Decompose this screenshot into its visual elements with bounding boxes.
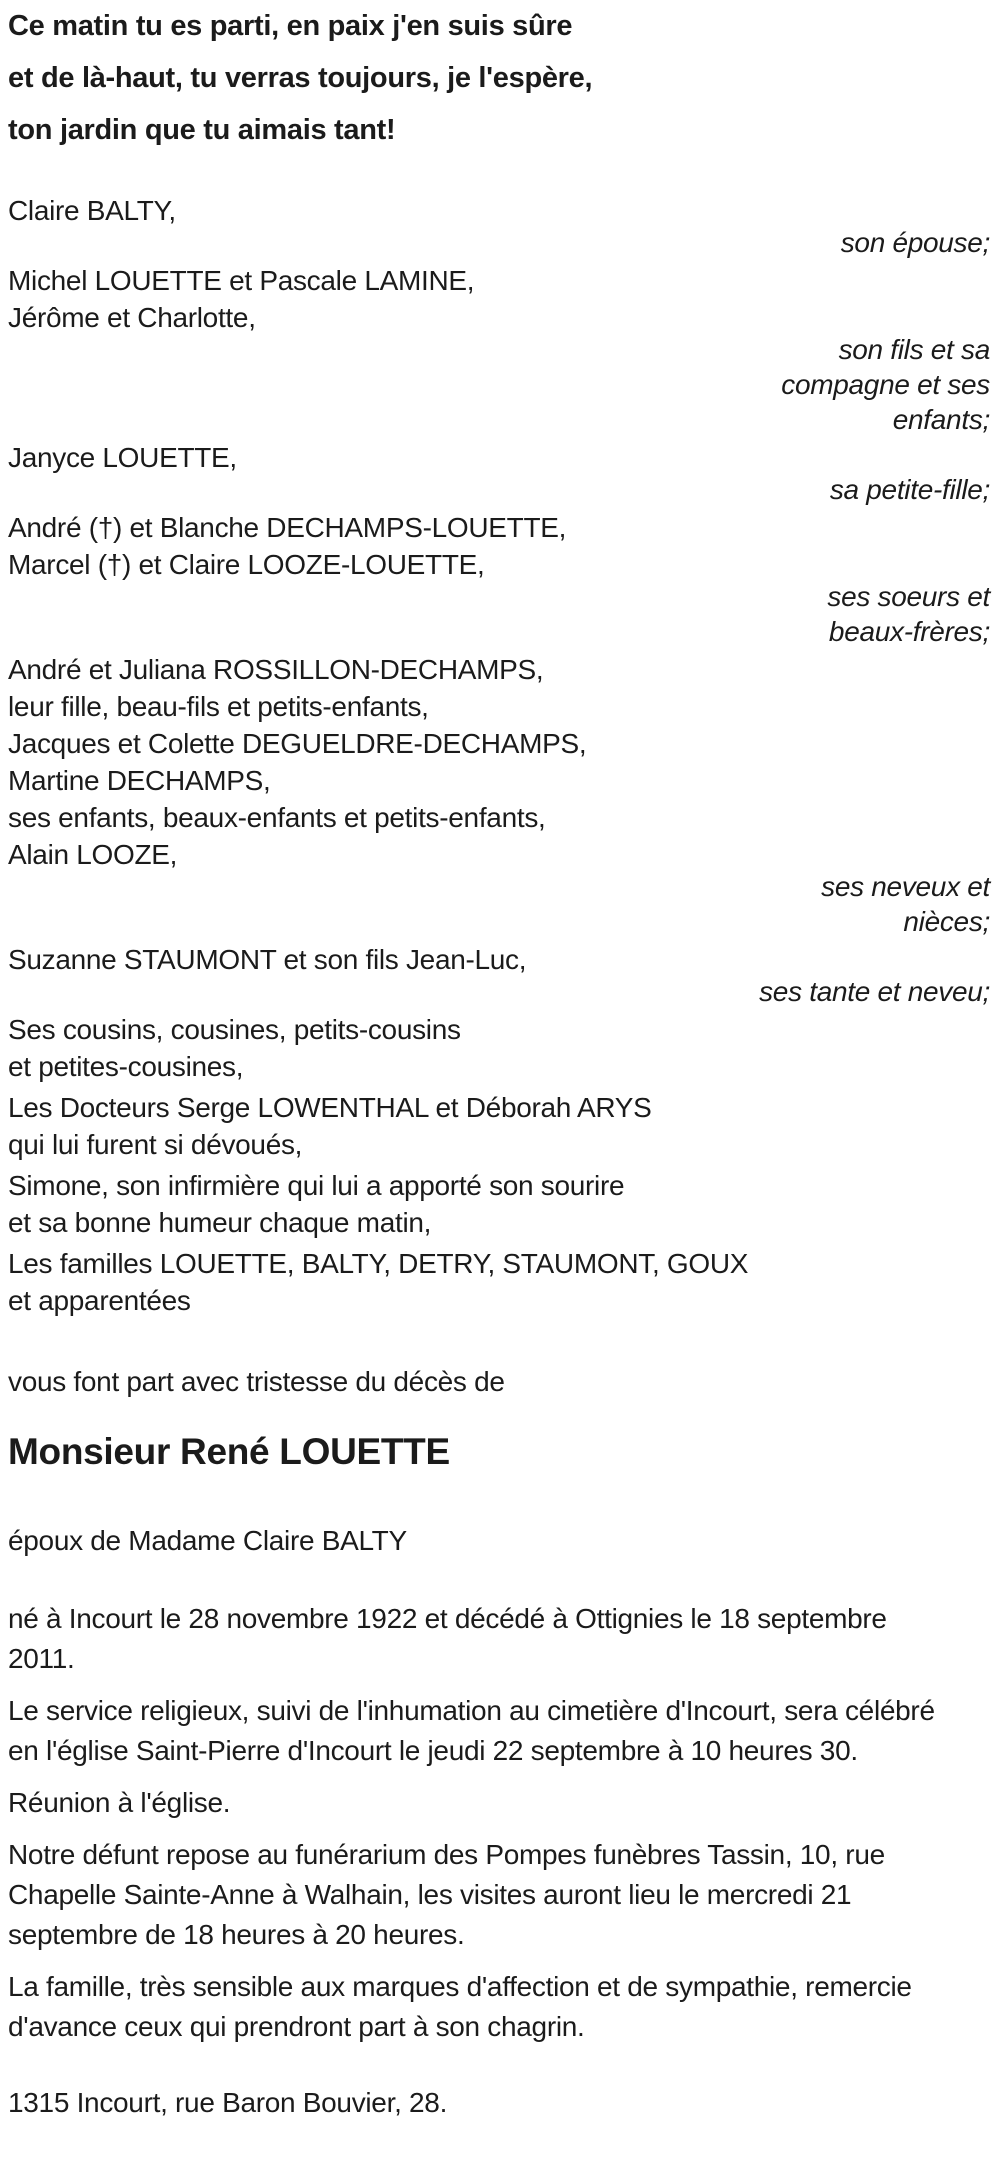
relation-lines: [8, 974, 990, 1009]
relation-line: ses neveux et: [821, 871, 990, 902]
name-lines: [8, 941, 990, 978]
poem-line: et de là-haut, tu verras toujours, je l'espère,: [8, 62, 593, 94]
relation-line: beaux-frères;: [828, 616, 990, 647]
poem-line: Ce matin tu es parti, en paix j'en suis sûre: [8, 10, 573, 42]
name-line: André (†) et Blanche DECHAMPS-LOUETTE,: [8, 512, 567, 543]
name-line: ses enfants, beaux-enfants et petits-enfants,: [8, 802, 546, 833]
relation-line: nièces;: [903, 906, 990, 937]
name-line: Michel LOUETTE et Pascale LAMINE,: [8, 265, 475, 296]
family-entry: [8, 941, 990, 1009]
name-lines: [8, 1245, 990, 1319]
name-line: Simone, son infirmière qui lui a apporté son sourire: [8, 1170, 625, 1201]
ceremony-details: [8, 1599, 990, 2123]
relation-lines: [8, 332, 990, 437]
name-line: Ses cousins, cousines, petits-cousins: [8, 1014, 461, 1045]
name-line: et petites-cousines,: [8, 1051, 244, 1082]
detail-paragraph: Réunion à l'église.: [8, 1787, 231, 1818]
deceased-name: Monsieur René LOUETTE: [8, 1431, 450, 1472]
name-line: Suzanne STAUMONT et son fils Jean-Luc,: [8, 944, 527, 975]
name-lines: [8, 262, 990, 336]
family-entry: [8, 1011, 990, 1085]
poem-line: ton jardin que tu aimais tant!: [8, 114, 396, 146]
address-line: 1315 Incourt, rue Baron Bouvier, 28.: [8, 2087, 448, 2118]
family-entry: [8, 192, 990, 260]
relation-line: ses soeurs et: [827, 581, 990, 612]
family-entry: [8, 1245, 990, 1319]
relation-line: enfants;: [892, 404, 990, 435]
poem: [8, 0, 990, 156]
family-entry: [8, 509, 990, 649]
name-lines: [8, 1011, 990, 1085]
family-list: [8, 192, 990, 1319]
family-entry: [8, 262, 990, 437]
detail-paragraph: Notre défunt repose au funérarium des Pompes funèbres Tassin, 10, rue Chapelle Sainte-Anne à Walhain, les visites auront lieu le mercredi 21 septembre de 18 heures à 20 heures.: [8, 1839, 885, 1950]
name-lines: [8, 1167, 990, 1241]
name-line: Claire BALTY,: [8, 195, 176, 226]
relation-line: son fils et sa: [838, 334, 990, 365]
relation-lines: [8, 579, 990, 649]
name-line: Les familles LOUETTE, BALTY, DETRY, STAUMONT, GOUX: [8, 1248, 749, 1279]
name-lines: [8, 192, 990, 229]
spouse-line: époux de Madame Claire BALTY: [8, 1525, 407, 1556]
family-entry: [8, 1089, 990, 1163]
name-line: et apparentées: [8, 1285, 191, 1316]
name-line: qui lui furent si dévoués,: [8, 1129, 303, 1160]
detail-paragraph: né à Incourt le 28 novembre 1922 et décédé à Ottignies le 18 septembre 2011.: [8, 1603, 887, 1674]
relation-line: son épouse;: [840, 227, 990, 258]
family-entry: [8, 651, 990, 939]
name-line: Jacques et Colette DEGUELDRE-DECHAMPS,: [8, 728, 587, 759]
name-lines: [8, 651, 990, 873]
relation-line: sa petite-fille;: [829, 474, 990, 505]
name-line: André et Juliana ROSSILLON-DECHAMPS,: [8, 654, 544, 685]
name-line: et sa bonne humeur chaque matin,: [8, 1207, 432, 1238]
name-line: leur fille, beau-fils et petits-enfants,: [8, 691, 429, 722]
family-entry: [8, 439, 990, 507]
name-line: Marcel (†) et Claire LOOZE-LOUETTE,: [8, 549, 485, 580]
name-line: Les Docteurs Serge LOWENTHAL et Déborah ARYS: [8, 1092, 652, 1123]
name-line: Alain LOOZE,: [8, 839, 178, 870]
name-line: Martine DECHAMPS,: [8, 765, 271, 796]
relation-lines: [8, 869, 990, 939]
relation-line: ses tante et neveu;: [759, 976, 990, 1007]
name-lines: [8, 439, 990, 476]
detail-paragraph: Le service religieux, suivi de l'inhumation au cimetière d'Incourt, sera célébré en l'église Saint-Pierre d'Incourt le jeudi 22 septembre à 10 heures 30.: [8, 1695, 935, 1766]
name-line: Janyce LOUETTE,: [8, 442, 237, 473]
name-lines: [8, 1089, 990, 1163]
name-lines: [8, 509, 990, 583]
detail-paragraph: La famille, très sensible aux marques d'affection et de sympathie, remercie d'avance ceux qui prendront part à son chagrin.: [8, 1971, 912, 2042]
name-line: Jérôme et Charlotte,: [8, 302, 256, 333]
relation-lines: [8, 472, 990, 507]
announcement-intro: vous font part avec tristesse du décès de: [8, 1366, 505, 1397]
relation-lines: [8, 225, 990, 260]
family-entry: [8, 1167, 990, 1241]
relation-line: compagne et ses: [781, 369, 990, 400]
